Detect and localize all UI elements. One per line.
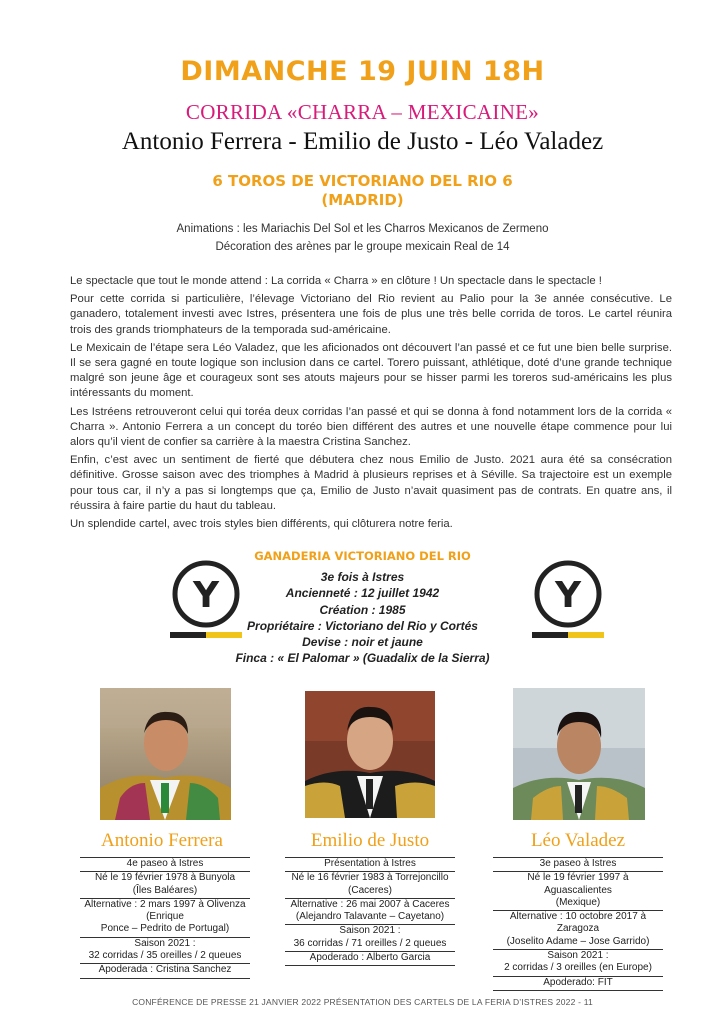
ganaderia-line: Devise : noir et jaune bbox=[302, 635, 423, 650]
info-row: Né le 19 février 1997 à Aguascalientes (Mexique) bbox=[493, 871, 663, 910]
torero-info-table bbox=[80, 857, 250, 979]
body-paragraph: Le spectacle que tout le monde attend : La corrida « Charra » en clôture ! Un spectacle dans le spectacle ! bbox=[70, 275, 602, 287]
ganaderia-details bbox=[0, 569, 725, 667]
body-paragraph: Pour cette corrida si particulière, l’élevage Victoriano del Rio revient au Palio pour la 3e année consécutive. Le ganadero, totalement investi avec Istres, présentera une fois de plus une très belle corrida de toros. Le cartel réunira trois des grands triomphateurs de la temporada sud-américaine. bbox=[70, 293, 672, 336]
animations-text: Animations : les Mariachis Del Sol et les Charros Mexicanos de Zermeno bbox=[176, 223, 549, 235]
info-row: Alternative : 26 mai 2007 à Caceres (Alejandro Talavante – Cayetano) bbox=[285, 898, 455, 925]
info-row: Saison 2021 : 32 corridas / 35 oreilles / 2 queues bbox=[80, 937, 250, 964]
torero-name: Antonio Ferrera bbox=[101, 830, 223, 851]
info-row: Né le 19 février 1978 à Bunyola (Îles Baléares) bbox=[80, 871, 250, 898]
event-date-heading: DIMANCHE 19 JUIN 18H bbox=[180, 56, 545, 87]
toros-line-2: (MADRID) bbox=[321, 191, 404, 209]
photo-emilio-de-justo bbox=[305, 691, 435, 818]
info-row: Saison 2021 : 2 corridas / 3 oreilles (en Europe) bbox=[493, 949, 663, 976]
page-footer: CONFÉRENCE DE PRESSE 21 JANVIER 2022 PRÉSENTATION DES CARTELS DE LA FERIA D’ISTRES 2022 - 11 bbox=[132, 997, 593, 1007]
info-row: 4e paseo à Istres bbox=[80, 857, 250, 871]
info-row: Apoderado : Alberto Garcia bbox=[285, 951, 455, 965]
info-row: Saison 2021 : 36 corridas / 71 oreilles / 2 queues bbox=[285, 924, 455, 951]
ganaderia-line: Propriétaire : Victoriano del Rio y Cortés bbox=[247, 618, 478, 633]
decoration-text: Décoration des arènes par le groupe mexicain Real de 14 bbox=[215, 241, 510, 253]
ganaderia-line: Ancienneté : 12 juillet 1942 bbox=[285, 586, 440, 601]
info-row: Apoderado: FIT bbox=[493, 976, 663, 990]
info-row: Apoderada : Cristina Sanchez bbox=[80, 963, 250, 977]
seal-letter: Y bbox=[554, 575, 582, 616]
event-subtitle: CORRIDA «CHARRA – MEXICAINE» bbox=[185, 100, 540, 124]
ganaderia-line: Finca : « El Palomar » (Guadalix de la Sierra) bbox=[235, 651, 490, 666]
torero-info-table bbox=[285, 857, 455, 966]
toros-line-1: 6 TOROS DE VICTORIANO DEL RIO 6 bbox=[212, 172, 513, 190]
body-paragraph: Enfin, c’est avec un sentiment de fierté que débutera chez nous Emilio de Justo. 2021 aura été sa consécration définitive. Grosse saison avec des triomphes à Madrid à plusieurs reprises et à Séville. Sa trajectoire est un exemple pour tous car, il n’y a pas si longtemps que ça, Emilio de Justo n’avait quasiment pas de contrats. En quatre ans, il réussira à faire partie du haut du tableau. bbox=[70, 454, 672, 512]
animations-block bbox=[0, 220, 725, 256]
info-row: Présentation à Istres bbox=[285, 857, 455, 871]
info-row: Alternative : 10 octobre 2017 à Zaragoza (Joselito Adame – Jose Garrido) bbox=[493, 910, 663, 949]
info-row: 3e paseo à Istres bbox=[493, 857, 663, 871]
torero-name: Emilio de Justo bbox=[310, 830, 430, 851]
body-text bbox=[70, 274, 672, 535]
body-paragraph: Un splendide cartel, avec trois styles bien différents, qui clôturera notre feria. bbox=[70, 518, 453, 531]
info-row: Né le 16 février 1983 à Torrejoncillo (Caceres) bbox=[285, 871, 455, 898]
seal-letter: Y bbox=[192, 575, 220, 616]
torero-info-table bbox=[493, 857, 663, 991]
ganaderia-title: GANADERIA VICTORIANO DEL RIO bbox=[254, 549, 471, 563]
body-paragraph: Le Mexicain de l’étape sera Léo Valadez, que les aficionados ont découvert l’an passé et ce fut une bien belle surprise. Il se sera gagné en toute logique son inclusion dans ce cartel. Torero puissant, athlétique, doté d’une grande technique malgré son jeune âge et courageux sont ses atouts majeurs pour se hisser parmi les toreros sud-américains les plus intéressants du moment. bbox=[70, 341, 672, 400]
toros-heading bbox=[0, 172, 725, 210]
ganaderia-line: Création : 1985 bbox=[319, 602, 406, 617]
torero-names-heading: Antonio Ferrera - Emilio de Justo - Léo Valadez bbox=[121, 128, 604, 155]
torero-name: Léo Valadez bbox=[530, 830, 626, 851]
photo-leo-valadez bbox=[513, 688, 645, 820]
body-paragraph: Les Istréens retrouveront celui qui toréa deux corridas l’an passé et qui se donna à fond notamment lors de la corrida « Charra ». Antonio Ferrera a un concept du toréo bien différent des autres et une nouvelle étape commence pour lui alors qu’il vient de confier sa carrière à la maestra Cristina Sanchez. bbox=[70, 405, 672, 449]
ganaderia-line: 3e fois à Istres bbox=[320, 570, 405, 584]
photo-antonio-ferrera bbox=[100, 688, 231, 820]
info-row: Alternative : 2 mars 1997 à Olivenza (Enrique Ponce – Pedrito de Portugal) bbox=[80, 898, 250, 937]
